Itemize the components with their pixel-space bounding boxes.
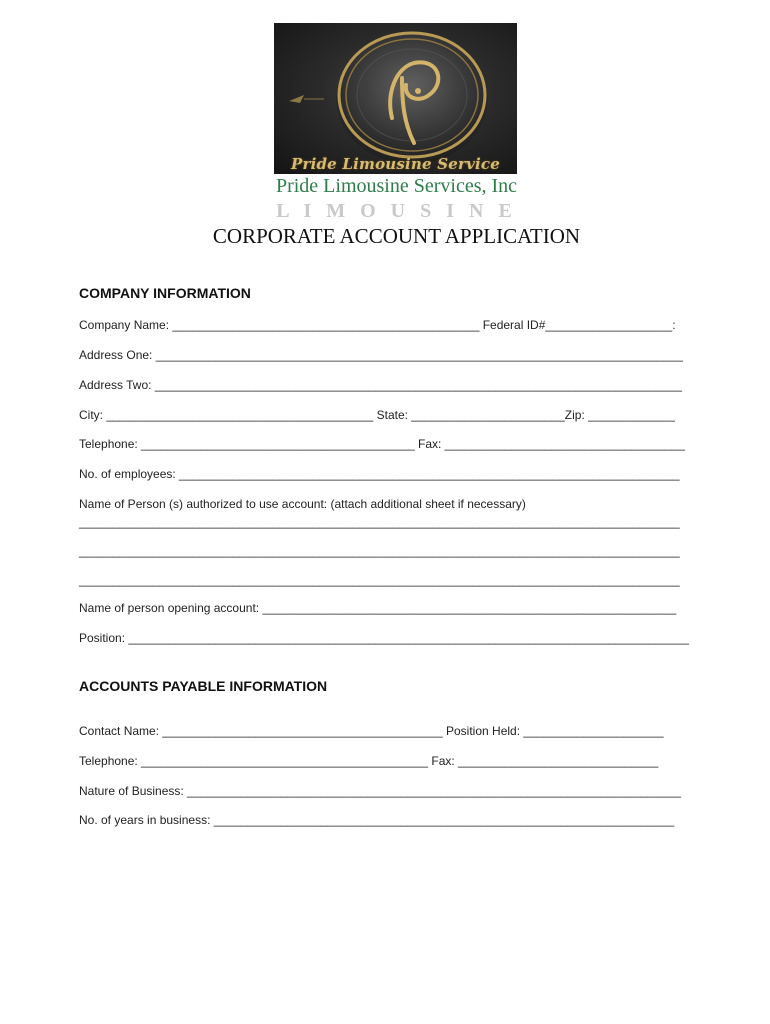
employees-field[interactable]: No. of employees: ___________________________________________________________________________ [79, 467, 680, 481]
telephone-fax-field[interactable]: Telephone: _________________________________________ Fax: ____________________________________ [79, 437, 685, 451]
authorized-persons-label: Name of Person (s) authorized to use account: (attach additional sheet if necessary) [79, 497, 526, 511]
authorized-person-line[interactable]: __________________________________________________________________________________________ [79, 544, 680, 558]
company-logo [274, 23, 517, 174]
logo-caption: Pride Limousine Service [291, 155, 500, 173]
limousine-subtitle: L I M O U S I N E [276, 200, 517, 222]
contact-position-field[interactable]: Contact Name: __________________________________________ Position Held: _____________________ [79, 724, 664, 738]
city-state-zip-field[interactable]: City: ________________________________________ State: _______________________Zip: _____________ [79, 408, 675, 422]
document-title: CORPORATE ACCOUNT APPLICATION [212, 224, 581, 248]
person-opening-account-field[interactable]: Name of person opening account: ______________________________________________________________ [79, 601, 677, 615]
years-in-business-field[interactable]: No. of years in business: _____________________________________________________________________ [79, 813, 675, 827]
authorized-person-line[interactable]: __________________________________________________________________________________________ [79, 573, 680, 587]
address-two-field[interactable]: Address Two: _______________________________________________________________________________ [79, 378, 683, 392]
p-monogram-emblem-icon [274, 23, 517, 174]
accounts-payable-heading: ACCOUNTS PAYABLE INFORMATION [79, 678, 328, 694]
company-name: Pride Limousine Services, Inc [275, 175, 518, 197]
position-field[interactable]: Position: ____________________________________________________________________________________ [79, 631, 689, 645]
company-name-field[interactable]: Company Name: ______________________________________________ Federal ID#___________________: [79, 318, 676, 332]
ap-telephone-fax-field[interactable]: Telephone: ___________________________________________ Fax: ______________________________ [79, 754, 659, 768]
company-information-heading: COMPANY INFORMATION [79, 285, 251, 301]
address-one-field[interactable]: Address One: _______________________________________________________________________________ [79, 348, 683, 362]
nature-of-business-field[interactable]: Nature of Business: __________________________________________________________________________ [79, 784, 681, 798]
authorized-person-line[interactable]: __________________________________________________________________________________________ [79, 515, 680, 529]
